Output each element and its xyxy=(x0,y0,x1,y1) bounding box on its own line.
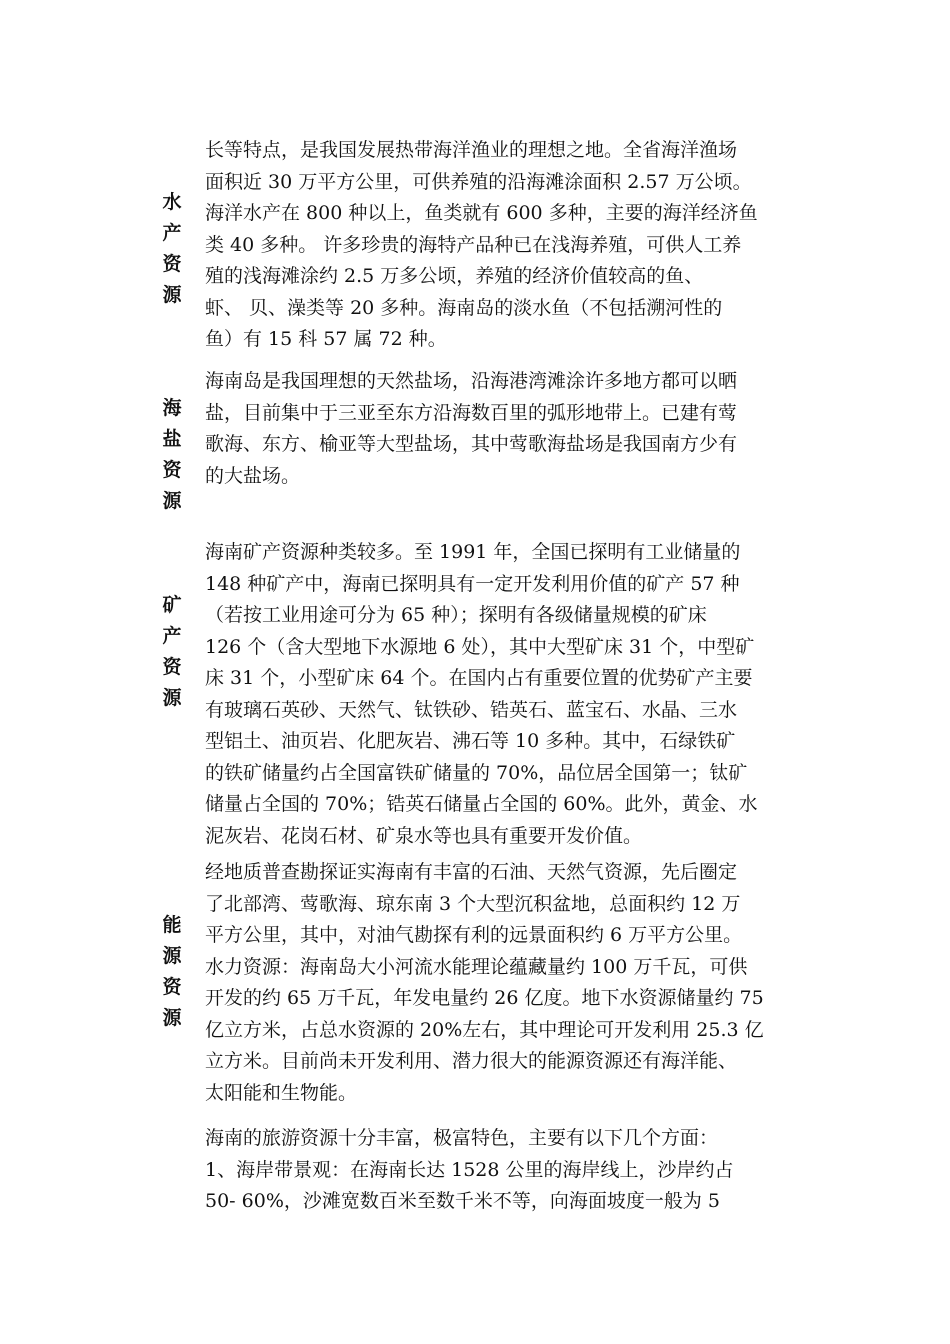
text-line: 储量占全国的 70%；锆英石储量占全国的 60%。此外，黄金、水 xyxy=(205,793,758,815)
text-line: 类 40 多种。 许多珍贵的海特产品种已在浅海养殖，可供人工养 xyxy=(205,233,742,256)
label-char: 矿 xyxy=(162,594,182,616)
section-body-energy xyxy=(205,857,795,1109)
label-char: 资 xyxy=(162,459,182,481)
text-line: 海南矿产资源种类较多。至 1991 年，全国已探明有工业储量的 xyxy=(205,541,741,563)
label-char: 资 xyxy=(162,656,182,678)
text-line: 平方公里，其中，对油气勘探有利的远景面积约 6 万平方公里。 xyxy=(205,924,743,946)
label-char: 源 xyxy=(162,687,182,709)
text-line: 盐，目前集中于三亚至东方沿海数百里的弧形地带上。已建有莺 xyxy=(205,401,738,424)
section-body-mineral xyxy=(205,537,795,852)
text-line: 鱼）有 15 科 57 属 72 种。 xyxy=(205,328,447,350)
text-line: 经地质普查勘探证实海南有丰富的石油、天然气资源，先后圈定 xyxy=(205,861,738,883)
section-label-energy xyxy=(158,910,186,1034)
text-line: 殖的浅海滩涂约 2.5 万多公顷，养殖的经济价值较高的鱼、 xyxy=(205,265,704,287)
section-label-mineral xyxy=(158,590,186,714)
text-line: 126 个（含大型地下水源地 6 处），其中大型矿床 31 个，中型矿 xyxy=(205,635,755,658)
label-char: 水 xyxy=(162,191,182,213)
label-char: 产 xyxy=(162,625,182,647)
text-line: 亿立方米，占总水资源的 20%左右，其中理论可开发利用 25.3 亿 xyxy=(205,1018,764,1041)
text-line: 的铁矿储量约占全国富铁矿储量的 70%，品位居全国第一；钛矿 xyxy=(205,761,748,784)
section-body-sea-salt xyxy=(205,366,795,492)
section-label-aquatic xyxy=(158,187,186,311)
text-line: 水力资源：海南岛大小河流水能理论蕴藏量约 100 万千瓦，可供 xyxy=(205,955,748,978)
label-char: 源 xyxy=(162,945,182,967)
label-char: 能 xyxy=(162,914,182,936)
label-char: 源 xyxy=(162,1007,182,1029)
text-line: 开发的约 65 万千瓦，年发电量约 26 亿度。地下水资源储量约 75 xyxy=(205,987,764,1009)
label-char: 源 xyxy=(162,284,182,306)
text-line: 海南的旅游资源十分丰富，极富特色，主要有以下几个方面： xyxy=(205,1127,719,1149)
label-char: 资 xyxy=(162,253,182,275)
label-char: 源 xyxy=(162,490,182,512)
text-line: 面积近 30 万平方公里，可供养殖的沿海滩涂面积 2.57 万公顷。 xyxy=(205,170,752,193)
label-char: 海 xyxy=(162,397,182,419)
text-line: 床 31 个，小型矿床 64 个。在国内占有重要位置的优势矿产主要 xyxy=(205,667,753,689)
text-line: 的大盐场。 xyxy=(205,464,301,487)
text-line: 海洋水产在 800 种以上，鱼类就有 600 多种，主要的海洋经济鱼 xyxy=(205,202,758,224)
label-char: 盐 xyxy=(162,428,182,450)
text-line: 50- 60%，沙滩宽数百米至数千米不等，向海面坡度一般为 5 xyxy=(205,1190,720,1212)
text-line: 长等特点，是我国发展热带海洋渔业的理想之地。全省海洋渔场 xyxy=(205,139,738,161)
text-line: 太阳能和生物能。 xyxy=(205,1081,358,1104)
text-line: 立方米。目前尚未开发利用、潜力很大的能源资源还有海洋能、 xyxy=(205,1050,738,1072)
text-line: （若按工业用途可分为 65 种）；探明有各级储量规模的矿床 xyxy=(205,604,707,626)
text-line: 型铝土、油页岩、化肥灰岩、沸石等 10 多种。其中，石绿铁矿 xyxy=(205,730,736,752)
text-line: 虾、 贝、澡类等 20 多种。海南岛的淡水鱼（不包括溯河性的 xyxy=(205,296,723,319)
text-line: 泥灰岩、花岗石材、矿泉水等也具有重要开发价值。 xyxy=(205,824,643,847)
section-body-tourism xyxy=(205,1123,795,1218)
text-line: 歌海、东方、榆亚等大型盐场，其中莺歌海盐场是我国南方少有 xyxy=(205,433,738,455)
text-line: 了北部湾、莺歌海、琼东南 3 个大型沉积盆地，总面积约 12 万 xyxy=(205,892,741,915)
label-char: 产 xyxy=(162,222,182,244)
section-label-sea-salt xyxy=(158,393,186,517)
text-line: 海南岛是我国理想的天然盐场，沿海港湾滩涂许多地方都可以晒 xyxy=(205,370,738,392)
section-body-aquatic xyxy=(205,135,795,356)
text-line: 1、海岸带景观：在海南长达 1528 公里的海岸线上，沙岸约占 xyxy=(205,1158,734,1181)
text-line: 有玻璃石英砂、天然气、钛铁砂、锆英石、蓝宝石、水晶、三水 xyxy=(205,698,738,721)
text-line: 148 种矿产中，海南已探明具有一定开发利用价值的矿产 57 种 xyxy=(205,572,740,595)
label-char: 资 xyxy=(162,976,182,998)
